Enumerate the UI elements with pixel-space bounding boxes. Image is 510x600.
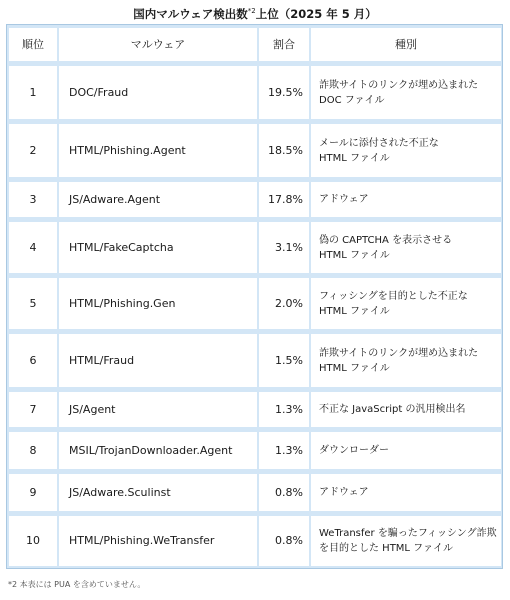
type-cell [311, 222, 501, 273]
table-row [7, 471, 502, 513]
malware-name-cell: HTML/Phishing.Agent [59, 124, 257, 177]
type-cell [311, 66, 501, 119]
percent-cell: 0.8% [259, 474, 309, 511]
rank-cell: 1 [9, 66, 57, 119]
percent-cell: 17.8% [259, 182, 309, 217]
malware-name-cell: JS/Agent [59, 392, 257, 427]
table-row [7, 389, 502, 429]
malware-name-cell: JS/Adware.Sculinst [59, 474, 257, 511]
malware-name-cell: JS/Adware.Agent [59, 182, 257, 217]
percent-cell: 18.5% [259, 124, 309, 177]
percent-cell: 19.5% [259, 66, 309, 119]
table-header-row [7, 25, 502, 63]
table-row [7, 513, 502, 568]
percent-cell: 1.5% [259, 334, 309, 387]
rank-cell: 5 [9, 278, 57, 329]
table-row [7, 121, 502, 179]
table-row [7, 219, 502, 275]
type-cell [311, 516, 501, 566]
type-text: 不正な JavaScript の汎用検出名 [319, 404, 466, 415]
rank-cell: 8 [9, 432, 57, 469]
type-cell [311, 182, 501, 217]
type-text: 偽の CAPTCHA を表示させる HTML ファイル [319, 234, 453, 261]
title-suffix: 上位（2025 年 5 月） [255, 7, 377, 21]
malware-name-cell: HTML/Fraud [59, 334, 257, 387]
header-percent: 割合 [259, 28, 309, 61]
rank-cell: 7 [9, 392, 57, 427]
type-cell [311, 278, 501, 329]
table-row [7, 179, 502, 219]
rank-cell: 6 [9, 334, 57, 387]
table-row [7, 331, 502, 389]
type-text: ダウンローダー [319, 445, 389, 456]
percent-cell: 3.1% [259, 222, 309, 273]
rank-cell: 2 [9, 124, 57, 177]
percent-cell: 0.8% [259, 516, 309, 566]
malware-name-cell: HTML/FakeCaptcha [59, 222, 257, 273]
table-title [0, 3, 510, 22]
table-row [7, 429, 502, 471]
title-text: 国内マルウェア検出数 [133, 7, 248, 21]
table-row [7, 275, 502, 331]
header-type: 種別 [311, 28, 501, 61]
malware-name-cell: DOC/Fraud [59, 66, 257, 119]
type-text: フィッシングを目的とした不正な HTML ファイル [319, 290, 468, 317]
rank-cell: 4 [9, 222, 57, 273]
rank-cell: 9 [9, 474, 57, 511]
footnote: *2 本表には PUA を含めていません。 [8, 580, 146, 589]
title-note-mark: *2 [247, 7, 256, 15]
type-cell [311, 124, 501, 177]
malware-name-cell: HTML/Phishing.Gen [59, 278, 257, 329]
type-text: 詐欺サイトのリンクが埋め込まれた DOC ファイル [319, 79, 479, 106]
type-text: 詐欺サイトのリンクが埋め込まれた HTML ファイル [319, 347, 479, 374]
type-cell [311, 432, 501, 469]
rank-cell: 10 [9, 516, 57, 566]
percent-cell: 1.3% [259, 392, 309, 427]
header-rank: 順位 [9, 28, 57, 61]
rank-cell: 3 [9, 182, 57, 217]
type-cell [311, 392, 501, 427]
type-cell [311, 474, 501, 511]
type-cell [311, 334, 501, 387]
malware-name-cell: MSIL/TrojanDownloader.Agent [59, 432, 257, 469]
type-text: WeTransfer を騙ったフィッシング詐欺 を目的とした HTML ファイル [319, 528, 497, 554]
type-text: アドウェア [319, 194, 369, 205]
table-row [7, 63, 502, 121]
type-text: アドウェア [319, 487, 369, 498]
malware-name-cell: HTML/Phishing.WeTransfer [59, 516, 257, 566]
percent-cell: 1.3% [259, 432, 309, 469]
type-text: メールに添付された不正な HTML ファイル [319, 137, 439, 164]
percent-cell: 2.0% [259, 278, 309, 329]
header-name: マルウェア [59, 28, 257, 61]
malware-ranking-table [6, 24, 503, 569]
